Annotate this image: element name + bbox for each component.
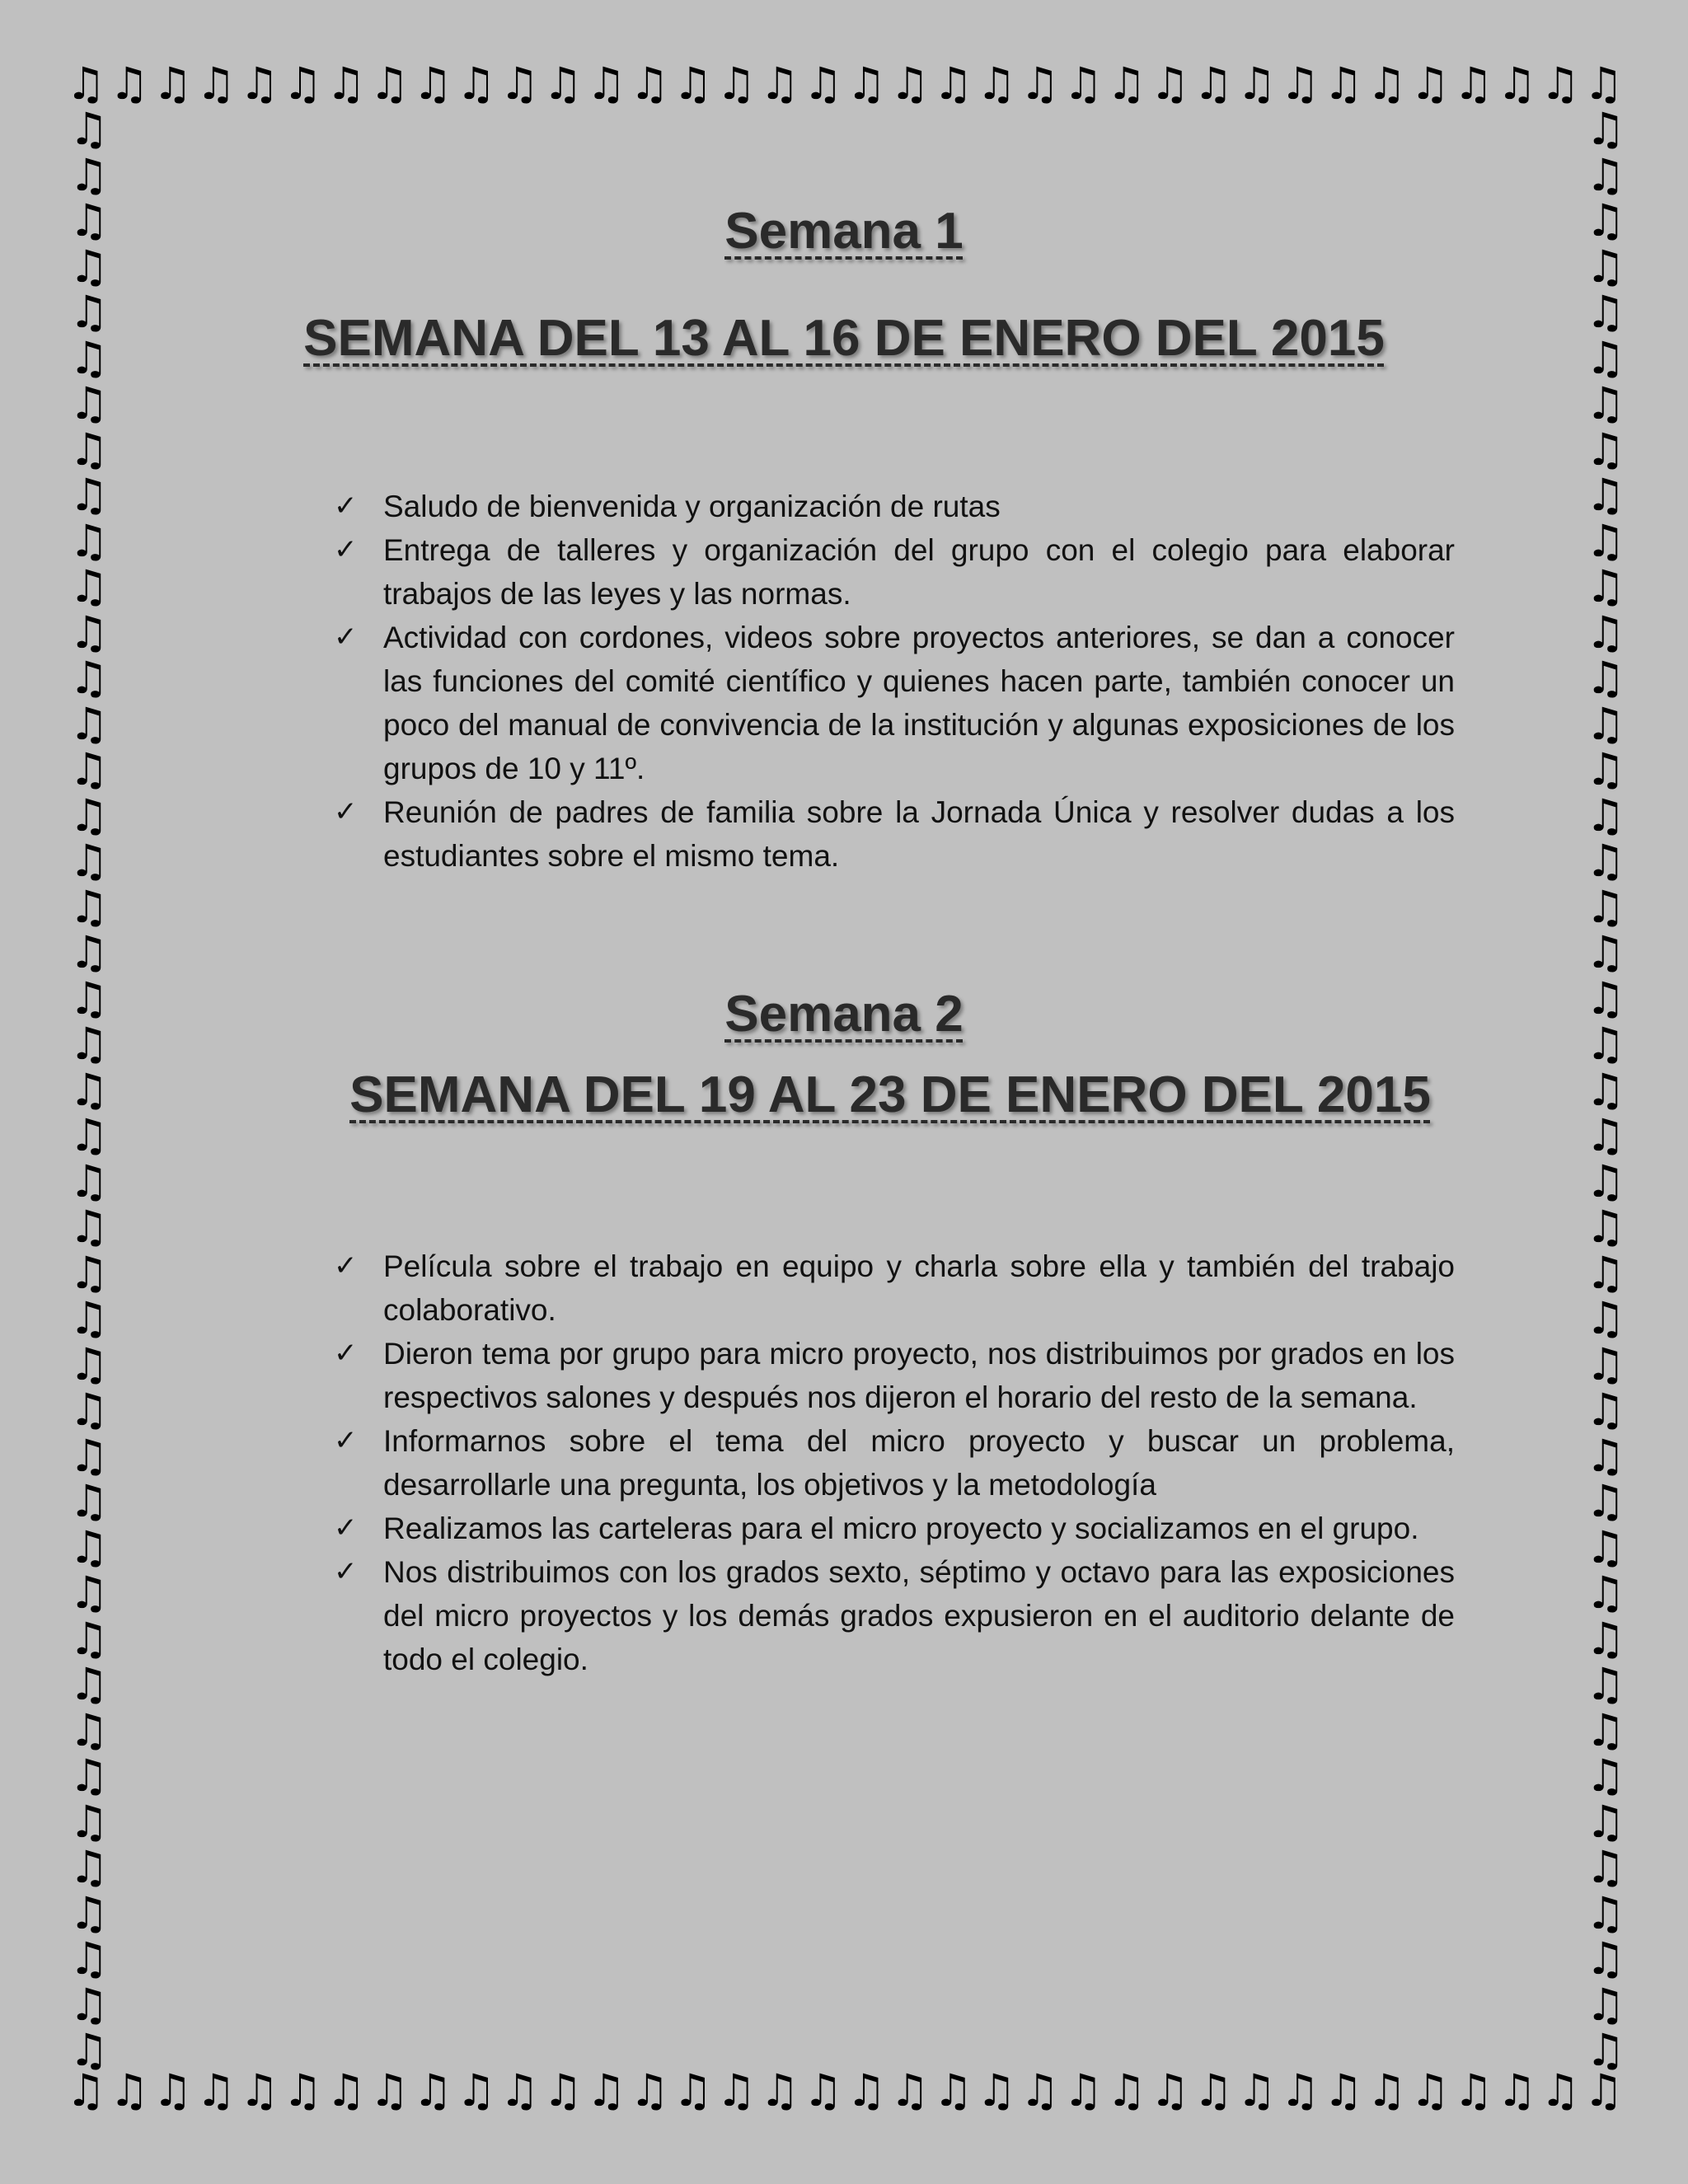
- music-note-icon: ♫: [1585, 606, 1626, 658]
- music-note-icon: ♫: [1106, 62, 1147, 110]
- music-note-icon: ♫: [239, 62, 279, 110]
- week-2-subtitle: SEMANA DEL 19 AL 23 DE ENERO DEL 2015: [349, 1066, 1431, 1123]
- music-note-icon: ♫: [68, 743, 110, 795]
- music-note-icon: ♫: [68, 972, 110, 1024]
- music-note-icon: ♫: [629, 2069, 670, 2116]
- music-note-icon: ♫: [109, 62, 150, 110]
- music-note-icon: ♫: [1585, 1521, 1626, 1573]
- music-note-icon: ♫: [326, 62, 367, 110]
- music-note-icon: ♫: [1585, 1338, 1626, 1390]
- music-note-icon: ♫: [68, 1658, 110, 1710]
- list-item: ✓ Nos distribuimos con los grados sexto, séptimo y octavo para las exposiciones del micro proyectos y los demás grados expusieron en el auditorio delante de todo el colegio.: [334, 1550, 1455, 1681]
- music-note-icon: ♫: [933, 62, 973, 110]
- music-note-icon: ♫: [1585, 1292, 1626, 1344]
- music-note-icon: ♫: [673, 62, 713, 110]
- music-note-icon: ♫: [68, 240, 110, 293]
- music-note-icon: ♫: [1585, 1841, 1626, 1893]
- music-note-icon: ♫: [456, 2069, 496, 2116]
- music-note-icon: ♫: [1453, 62, 1493, 110]
- music-note-icon: ♫: [68, 1384, 110, 1436]
- music-note-icon: ♫: [1585, 286, 1626, 338]
- music-note-icon: ♫: [412, 62, 453, 110]
- music-note-icon: ♫: [716, 62, 757, 110]
- music-note-icon: ♫: [68, 880, 110, 933]
- music-note-icon: ♫: [1585, 1475, 1626, 1527]
- music-note-icon: ♫: [542, 62, 584, 110]
- music-note-icon: ♫: [68, 1886, 110, 1939]
- checkmark-icon: ✓: [334, 795, 358, 828]
- music-note-icon: ♫: [1585, 1109, 1626, 1161]
- music-note-icon: ♫: [283, 2069, 323, 2116]
- border-top: [66, 62, 1624, 111]
- music-note-icon: ♫: [68, 606, 110, 658]
- music-note-icon: ♫: [1585, 1978, 1626, 2031]
- music-note-icon: ♫: [1063, 2069, 1104, 2116]
- music-note-icon: ♫: [803, 2069, 843, 2116]
- music-note-icon: ♫: [68, 1841, 110, 1893]
- music-note-icon: ♫: [68, 1475, 110, 1527]
- music-note-icon: ♫: [68, 835, 110, 887]
- music-note-icon: ♫: [369, 2069, 410, 2116]
- music-note-icon: ♫: [889, 62, 930, 110]
- music-note-icon: ♫: [68, 377, 110, 429]
- music-note-icon: ♫: [283, 62, 323, 110]
- music-note-icon: ♫: [1585, 1933, 1626, 1985]
- music-note-icon: ♫: [542, 2069, 584, 2116]
- music-note-icon: ♫: [1585, 652, 1626, 704]
- music-note-icon: ♫: [68, 286, 110, 338]
- checkmark-icon: ✓: [334, 621, 358, 654]
- music-note-icon: ♫: [1150, 2069, 1190, 2116]
- music-note-icon: ♫: [1585, 1201, 1626, 1253]
- music-note-icon: ♫: [68, 926, 110, 978]
- music-note-icon: ♫: [1323, 62, 1364, 110]
- border-bottom: [66, 2069, 1624, 2118]
- music-note-icon: ♫: [1409, 62, 1451, 110]
- music-note-icon: ♫: [68, 697, 110, 750]
- music-note-icon: ♫: [1193, 62, 1234, 110]
- week-1-title: Semana 1: [724, 203, 964, 260]
- music-note-icon: ♫: [1540, 62, 1581, 110]
- list-item: ✓ Película sobre el trabajo en equipo y charla sobre ella y también del trabajo colaborativo.: [334, 1244, 1455, 1332]
- music-note-icon: ♫: [1585, 1612, 1626, 1665]
- music-note-icon: ♫: [68, 1246, 110, 1299]
- music-note-icon: ♫: [1585, 194, 1626, 246]
- music-note-icon: ♫: [499, 2069, 540, 2116]
- music-note-icon: ♫: [68, 1704, 110, 1756]
- music-note-icon: ♫: [68, 1109, 110, 1161]
- music-note-icon: ♫: [1583, 2069, 1624, 2116]
- music-note-icon: ♫: [109, 2069, 150, 2116]
- music-note-icon: ♫: [889, 2069, 930, 2116]
- music-note-icon: ♫: [1585, 835, 1626, 887]
- music-note-icon: ♫: [1585, 560, 1626, 612]
- music-note-icon: ♫: [1585, 1155, 1626, 1207]
- music-note-icon: ♫: [1585, 697, 1626, 750]
- week-2-activity-list: [334, 1244, 1455, 1681]
- music-note-icon: ♫: [1280, 62, 1320, 110]
- music-note-icon: ♫: [326, 2069, 367, 2116]
- music-note-icon: ♫: [1453, 2069, 1493, 2116]
- music-note-icon: ♫: [68, 1155, 110, 1207]
- music-note-icon: ♫: [1585, 789, 1626, 841]
- list-item: ✓ Dieron tema por grupo para micro proyecto, nos distribuimos por grados en los respectivos salones y después nos dijeron el horario del resto de la semana.: [334, 1332, 1455, 1419]
- music-note-icon: ♫: [68, 1338, 110, 1390]
- music-note-icon: ♫: [1585, 514, 1626, 567]
- music-note-icon: ♫: [1585, 377, 1626, 429]
- list-item: ✓ Saludo de bienvenida y organización de rutas: [334, 485, 1455, 528]
- music-note-icon: ♫: [1585, 1384, 1626, 1436]
- music-note-icon: ♫: [1497, 2069, 1537, 2116]
- music-note-icon: ♫: [412, 2069, 453, 2116]
- week-2-title: Semana 2: [724, 986, 964, 1043]
- music-note-icon: ♫: [586, 2069, 626, 2116]
- music-note-icon: ♫: [195, 2069, 237, 2116]
- week-1-activity-list: [334, 485, 1455, 878]
- music-note-icon: ♫: [1585, 469, 1626, 521]
- list-item: ✓ Informarnos sobre el tema del micro proyecto y buscar un problema, desarrollarle una pregunta, los objetivos y la metodología: [334, 1419, 1455, 1507]
- music-note-icon: ♫: [68, 148, 110, 201]
- music-note-icon: ♫: [846, 2069, 887, 2116]
- checkmark-icon: ✓: [334, 533, 358, 566]
- music-note-icon: ♫: [68, 1292, 110, 1344]
- music-note-icon: ♫: [68, 1978, 110, 2031]
- checkmark-icon: ✓: [334, 490, 358, 523]
- music-note-icon: ♫: [803, 62, 843, 110]
- week-1-subtitle: SEMANA DEL 13 AL 16 DE ENERO DEL 2015: [303, 310, 1385, 367]
- music-note-icon: ♫: [1193, 2069, 1234, 2116]
- border-left: [64, 107, 114, 2073]
- music-note-icon: ♫: [933, 2069, 973, 2116]
- music-note-icon: ♫: [68, 194, 110, 246]
- music-note-icon: ♫: [1585, 880, 1626, 933]
- music-note-icon: ♫: [68, 2024, 110, 2073]
- music-note-icon: ♫: [195, 62, 237, 110]
- music-note-icon: ♫: [1150, 62, 1190, 110]
- music-note-icon: ♫: [1585, 743, 1626, 795]
- music-note-icon: ♫: [629, 62, 670, 110]
- music-note-icon: ♫: [1585, 423, 1626, 476]
- checkmark-icon: ✓: [334, 1249, 358, 1282]
- music-note-icon: ♫: [673, 2069, 713, 2116]
- music-note-icon: ♫: [68, 331, 110, 384]
- music-note-icon: ♫: [1585, 1246, 1626, 1299]
- music-note-icon: ♫: [152, 62, 193, 110]
- music-note-icon: ♫: [1585, 331, 1626, 384]
- music-note-icon: ♫: [1585, 972, 1626, 1024]
- music-note-icon: ♫: [976, 62, 1017, 110]
- music-note-icon: ♫: [66, 2069, 106, 2116]
- music-note-icon: ♫: [1585, 1429, 1626, 1482]
- music-note-icon: ♫: [68, 1795, 110, 1848]
- music-note-icon: ♫: [1585, 1886, 1626, 1939]
- music-note-icon: ♫: [1106, 2069, 1147, 2116]
- music-note-icon: ♫: [68, 423, 110, 476]
- music-note-icon: ♫: [68, 514, 110, 567]
- music-note-icon: ♫: [1585, 1567, 1626, 1619]
- list-item: ✓ Actividad con cordones, videos sobre proyectos anteriores, se dan a conocer las funciones del comité científico y quienes hacen parte, también conocer un poco del manual de convivencia de la institución y algunas exposiciones de los grupos de 10 y 11º.: [334, 616, 1455, 790]
- music-note-icon: ♫: [68, 1521, 110, 1573]
- checkmark-icon: ✓: [334, 1555, 358, 1588]
- music-note-icon: ♫: [1236, 62, 1277, 110]
- music-note-icon: ♫: [759, 2069, 800, 2116]
- music-note-icon: ♫: [1585, 1750, 1626, 1802]
- list-item: ✓ Realizamos las carteleras para el micro proyecto y socializamos en el grupo.: [334, 1507, 1455, 1550]
- music-note-icon: ♫: [369, 62, 410, 110]
- music-note-icon: ♫: [1585, 1704, 1626, 1756]
- music-note-icon: ♫: [976, 2069, 1017, 2116]
- music-note-icon: ♫: [1583, 62, 1624, 110]
- music-note-icon: ♫: [1585, 1063, 1626, 1116]
- music-note-icon: ♫: [1585, 926, 1626, 978]
- checkmark-icon: ✓: [334, 1511, 358, 1544]
- music-note-icon: ♫: [1409, 2069, 1451, 2116]
- music-note-icon: ♫: [1497, 62, 1537, 110]
- music-note-icon: ♫: [456, 62, 496, 110]
- music-note-icon: ♫: [68, 1612, 110, 1665]
- checkmark-icon: ✓: [334, 1337, 358, 1370]
- music-note-icon: ♫: [1585, 1018, 1626, 1070]
- music-note-icon: ♫: [239, 2069, 279, 2116]
- list-item: ✓ Entrega de talleres y organización del grupo con el colegio para elaborar trabajos de las leyes y las normas.: [334, 528, 1455, 616]
- music-note-icon: ♫: [759, 62, 800, 110]
- border-right: [1581, 107, 1630, 2073]
- music-note-icon: ♫: [68, 1750, 110, 1802]
- music-note-icon: ♫: [152, 2069, 193, 2116]
- music-note-icon: ♫: [1020, 62, 1060, 110]
- list-item: ✓ Reunión de padres de familia sobre la Jornada Única y resolver dudas a los estudiantes sobre el mismo tema.: [334, 790, 1455, 878]
- music-note-icon: ♫: [68, 1201, 110, 1253]
- music-note-icon: ♫: [68, 560, 110, 612]
- music-note-icon: ♫: [68, 1018, 110, 1070]
- music-note-icon: ♫: [1585, 240, 1626, 293]
- music-note-icon: ♫: [1585, 1658, 1626, 1710]
- music-note-icon: ♫: [1585, 2024, 1626, 2073]
- music-note-icon: ♫: [66, 62, 106, 110]
- checkmark-icon: ✓: [334, 1424, 358, 1457]
- music-note-icon: ♫: [1063, 62, 1104, 110]
- music-note-icon: ♫: [1367, 2069, 1407, 2116]
- music-note-icon: ♫: [68, 107, 110, 155]
- music-note-icon: ♫: [68, 1933, 110, 1985]
- music-note-icon: ♫: [1367, 62, 1407, 110]
- music-note-icon: ♫: [1236, 2069, 1277, 2116]
- music-note-icon: ♫: [68, 1567, 110, 1619]
- music-note-icon: ♫: [68, 1429, 110, 1482]
- music-note-icon: ♫: [1323, 2069, 1364, 2116]
- music-note-icon: ♫: [1585, 1795, 1626, 1848]
- music-note-icon: ♫: [68, 652, 110, 704]
- music-note-icon: ♫: [499, 62, 540, 110]
- music-note-icon: ♫: [68, 789, 110, 841]
- music-note-icon: ♫: [846, 62, 887, 110]
- music-note-icon: ♫: [1585, 148, 1626, 201]
- music-note-icon: ♫: [68, 469, 110, 521]
- music-note-icon: ♫: [1280, 2069, 1320, 2116]
- music-note-icon: ♫: [1585, 107, 1626, 155]
- music-note-icon: ♫: [586, 62, 626, 110]
- music-note-icon: ♫: [68, 1063, 110, 1116]
- music-note-icon: ♫: [716, 2069, 757, 2116]
- music-note-icon: ♫: [1020, 2069, 1060, 2116]
- music-note-icon: ♫: [1540, 2069, 1581, 2116]
